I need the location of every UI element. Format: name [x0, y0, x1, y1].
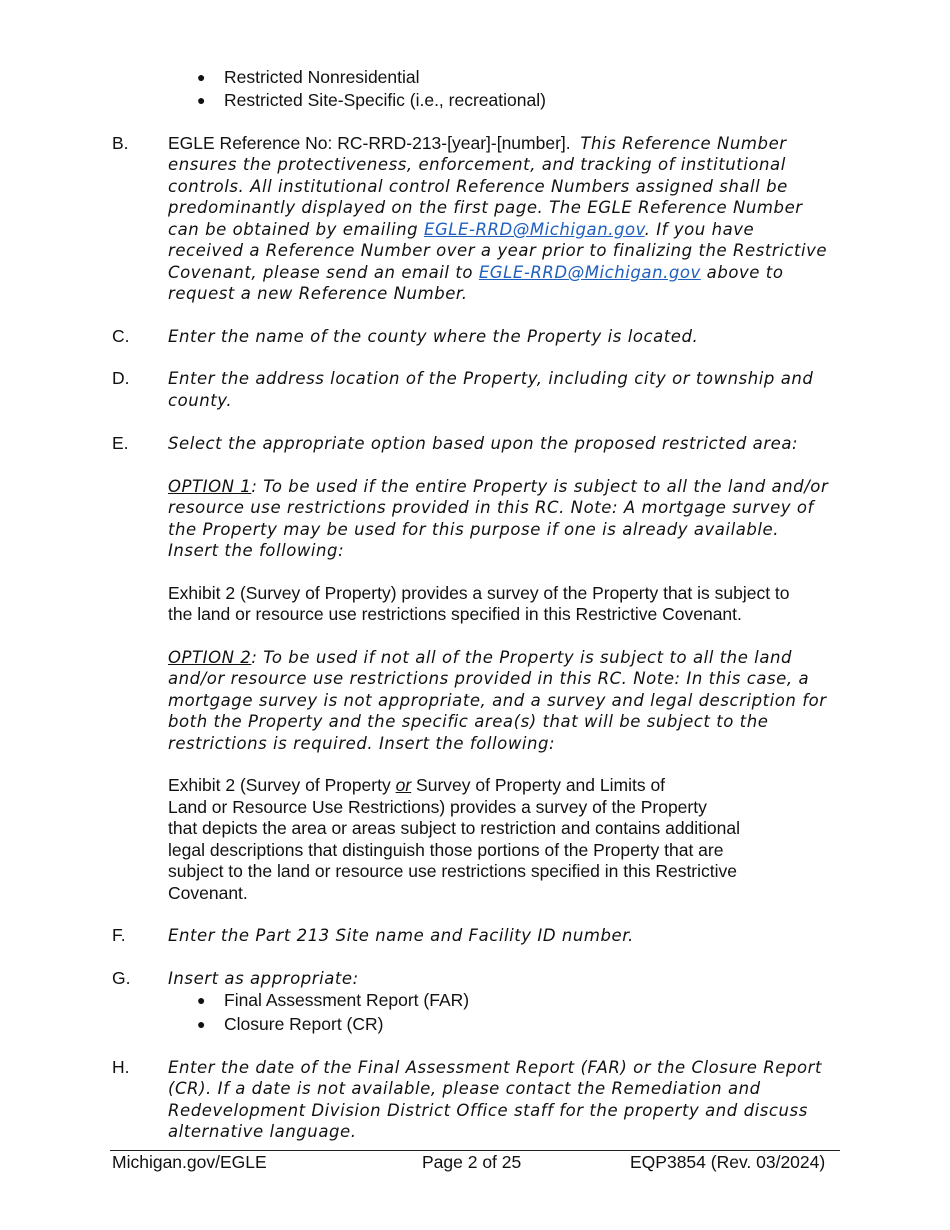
option-2-line-5: restrictions is required. Insert the following: [168, 734, 556, 753]
item-c-text: Enter the name of the county where the Property is located. [168, 327, 699, 346]
reference-number-text: EGLE Reference No: RC-RRD-213-[year]-[number]. [168, 133, 571, 153]
item-label-b: B. [112, 133, 129, 153]
item-h-line-3: Redevelopment Division District Office staff for the property and discuss [168, 1101, 808, 1120]
item-g-text: Insert as appropriate: [168, 969, 359, 988]
bullet-icon: ● [197, 92, 206, 108]
list-item: Final Assessment Report (FAR) [224, 990, 470, 1010]
item-label-d: D. [112, 368, 130, 388]
exhibit-1-line-2: the land or resource use restrictions specified in this Restrictive Covenant. [168, 604, 742, 624]
item-h-line-1: Enter the date of the Final Assessment Report (FAR) or the Closure Report [168, 1058, 823, 1077]
item-b-line-3: controls. All institutional control Reference Numbers assigned shall be [168, 177, 788, 196]
exhibit-2-line-6: Covenant. [168, 883, 248, 903]
exhibit-2-line-5: subject to the land or resource use restrictions specified in this Restrictive [168, 861, 738, 881]
bullet-icon: ● [197, 992, 206, 1008]
option-1-line-1: OPTION 1: To be used if the entire Property is subject to all the land and/or [168, 477, 829, 496]
option-1-line-3: the Property may be used for this purpose if one is already available. [168, 520, 780, 539]
footer-website: Michigan.gov/EGLE [112, 1152, 267, 1172]
item-label-e: E. [112, 433, 129, 453]
option-2-line-4: both the Property and the specific area(s) that will be subject to the [168, 712, 769, 731]
option-2-line-1: OPTION 2: To be used if not all of the Property is subject to all the land [168, 648, 793, 667]
email-link[interactable]: EGLE-RRD@Michigan.gov [423, 220, 645, 239]
item-label-g: G. [112, 968, 131, 988]
item-d-line-2: county. [168, 391, 233, 410]
item-b-line-1: EGLE Reference No: RC-RRD-213-[year]-[number]. This Reference Number [168, 133, 787, 153]
option-1-line-4: Insert the following: [168, 541, 345, 560]
email-link[interactable]: EGLE-RRD@Michigan.gov [478, 263, 701, 282]
list-item: Restricted Nonresidential [224, 67, 420, 87]
item-b-line-5: can be obtained by emailing EGLE-RRD@Michigan.gov. If you have [168, 220, 755, 239]
option-2-line-3: mortgage survey is not appropriate, and a survey and legal description for [168, 691, 827, 710]
item-label-f: F. [112, 925, 126, 945]
footer-form-number: EQP3854 (Rev. 03/2024) [630, 1152, 826, 1172]
exhibit-2-line-1: Exhibit 2 (Survey of Property or Survey of Property and Limits of [168, 775, 666, 795]
option-1-label: OPTION 1 [168, 477, 252, 496]
item-b-line-8: request a new Reference Number. [168, 284, 468, 303]
item-label-c: C. [112, 326, 130, 346]
bullet-icon: ● [197, 69, 206, 85]
exhibit-2-line-4: legal descriptions that distinguish those portions of the Property that are [168, 840, 724, 860]
footer-page-number: Page 2 of 25 [422, 1152, 522, 1172]
exhibit-1-line-1: Exhibit 2 (Survey of Property) provides a survey of the Property that is subject to [168, 583, 790, 603]
item-h-line-4: alternative language. [168, 1122, 357, 1141]
or-emphasis: or [395, 775, 412, 795]
bullet-icon: ● [197, 1016, 206, 1032]
exhibit-2-line-3: that depicts the area or areas subject to restriction and contains additional [168, 818, 741, 838]
option-2-label: OPTION 2 [168, 648, 252, 667]
option-1-line-2: resource use restrictions provided in this RC. Note: A mortgage survey of [168, 498, 814, 517]
item-label-h: H. [112, 1057, 130, 1077]
list-item: Closure Report (CR) [224, 1014, 384, 1034]
list-item: Restricted Site-Specific (i.e., recreational) [224, 90, 546, 110]
item-e-intro: Select the appropriate option based upon the proposed restricted area: [168, 434, 799, 453]
item-b-line-6: received a Reference Number over a year prior to finalizing the Restrictive [168, 241, 828, 260]
item-h-line-2: (CR). If a date is not available, please contact the Remediation and [168, 1079, 761, 1098]
item-f-text: Enter the Part 213 Site name and Facility ID number. [168, 926, 634, 945]
exhibit-2-line-2: Land or Resource Use Restrictions) provides a survey of the Property [168, 797, 707, 817]
item-b-line-2: ensures the protectiveness, enforcement, and tracking of institutional [168, 155, 786, 174]
item-b-line-7: Covenant, please send an email to EGLE-RRD@Michigan.gov above to [168, 263, 784, 282]
option-2-line-2: and/or resource use restrictions provided in this RC. Note: In this case, a [168, 669, 810, 688]
item-b-line-4: predominantly displayed on the first page. The EGLE Reference Number [168, 198, 803, 217]
item-d-line-1: Enter the address location of the Property, including city or township and [168, 369, 814, 388]
